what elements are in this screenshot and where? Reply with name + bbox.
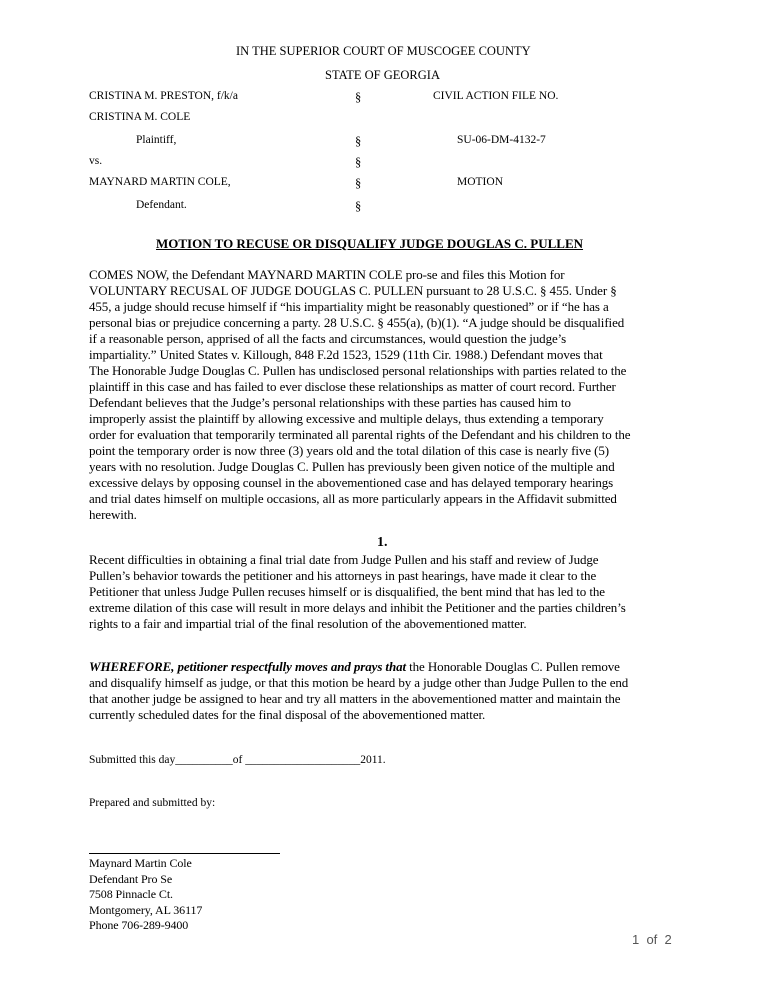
document-type: MOTION bbox=[457, 176, 503, 188]
plaintiff-role: Plaintiff, bbox=[136, 134, 177, 146]
court-heading: IN THE SUPERIOR COURT OF MUSCOGEE COUNTY bbox=[236, 44, 531, 58]
section-symbol: § bbox=[355, 155, 362, 169]
signature-block bbox=[89, 856, 202, 934]
intro-line: VOLUNTARY RECUSAL OF JUDGE DOUGLAS C. PULLEN pursuant to 28 U.S.C. § 455. Under § bbox=[89, 283, 617, 298]
wherefore-line: and disqualify himself as judge, or that this motion be heard by a judge other than Judge Pullen to the end bbox=[89, 675, 629, 690]
prepared-line: Prepared and submitted by: bbox=[89, 797, 216, 809]
signature-city: Montgomery, AL 36117 bbox=[89, 902, 203, 917]
motion-title: MOTION TO RECUSE OR DISQUALIFY JUDGE DOUGLAS C. PULLEN bbox=[156, 236, 584, 251]
intro-line: personal bias or prejudice concerning a party. 28 U.S.C. § 455(a), (b)(1). “A judge should be disqualified bbox=[89, 315, 625, 330]
intro-line: impartiality.” United States v. Killough, 848 F.2d 1523, 1529 (11th Cir. 1988.) Defendant moves that bbox=[89, 347, 603, 362]
wherefore-paragraph bbox=[89, 659, 628, 723]
defendant-name: MAYNARD MARTIN COLE, bbox=[89, 176, 231, 188]
section-symbol: § bbox=[355, 176, 362, 190]
intro-line: Defendant believes that the Judge’s personal relationships with these parties has caused him to bbox=[89, 395, 571, 410]
intro-line: if a reasonable person, apprised of all the facts and circumstances, would question the judge’s bbox=[89, 331, 567, 346]
plaintiff-name-line2: CRISTINA M. COLE bbox=[89, 111, 191, 123]
wherefore-lead: WHEREFORE, petitioner respectfully moves and prays that bbox=[89, 659, 406, 674]
civil-action-label: CIVIL ACTION FILE NO. bbox=[433, 90, 559, 102]
plaintiff-name-line1: CRISTINA M. PRESTON, f/k/a bbox=[89, 90, 238, 102]
case-number: SU-06-DM-4132-7 bbox=[457, 134, 546, 146]
section-1-line: extreme dilation of this case will result in more delays and inhibit the Petitioner and the parties children’s bbox=[89, 600, 626, 615]
intro-line: herewith. bbox=[89, 507, 137, 522]
section-1-line: Recent difficulties in obtaining a final trial date from Judge Pullen and his staff and review of Judge bbox=[89, 552, 599, 567]
wherefore-line: currently scheduled dates for the final disposal of the abovementioned matter. bbox=[89, 707, 486, 722]
section-symbol: § bbox=[355, 199, 362, 213]
wherefore-line: that another judge be assigned to hear and try all matters in the abovementioned matter and maintain the bbox=[89, 691, 621, 706]
submitted-line: Submitted this day__________of ____________________2011. bbox=[89, 754, 386, 766]
signature-title: Defendant Pro Se bbox=[89, 871, 173, 886]
signature-street: 7508 Pinnacle Ct. bbox=[89, 887, 173, 901]
section-symbol: § bbox=[355, 90, 362, 104]
intro-line: order for evaluation that temporarily terminated all parental rights of the Defendant and his children to the bbox=[89, 427, 631, 442]
section-symbol: § bbox=[355, 134, 362, 148]
page-indicator: 1 of 2 bbox=[632, 932, 672, 947]
intro-line: 455, a judge should recuse himself if “his impartiality might be reasonably questioned” or if “he has a bbox=[89, 299, 609, 314]
wherefore-line bbox=[89, 659, 628, 675]
intro-line: excessive delays by opposing counsel in the abovementioned case and has delayed temporary hearings bbox=[89, 475, 614, 490]
intro-line: plaintiff in this case and has failed to ever disclose these relationships as matter of court record. Further bbox=[89, 379, 616, 394]
section-1-line: Petitioner that unless Judge Pullen recuses himself or is disqualified, the bent mind that has led to the bbox=[89, 584, 605, 599]
section-1-line: Pullen’s behavior towards the petitioner and his attorneys in past hearings, have made it clear to the bbox=[89, 568, 597, 583]
intro-line: point the temporary order is now three (3) years old and the total dilation of this case is nearly five (5) bbox=[89, 443, 609, 458]
intro-line: The Honorable Judge Douglas C. Pullen has undisclosed personal relationships with parties related to the bbox=[89, 363, 627, 378]
section-1-paragraph bbox=[89, 552, 626, 632]
vs-label: vs. bbox=[89, 155, 103, 167]
section-number: 1. bbox=[377, 535, 388, 550]
intro-paragraph bbox=[89, 267, 630, 523]
signature-line bbox=[89, 853, 280, 854]
defendant-role: Defendant. bbox=[136, 199, 187, 211]
state-heading: STATE OF GEORGIA bbox=[325, 68, 440, 82]
signature-phone: Phone 706-289-9400 bbox=[89, 918, 189, 932]
intro-line: years with no resolution. Judge Douglas C. Pullen has previously been given notice of the multiple and bbox=[89, 459, 615, 474]
intro-line: COMES NOW, the Defendant MAYNARD MARTIN COLE pro-se and files this Motion for bbox=[89, 267, 565, 282]
intro-line: and trial dates himself on multiple occasions, all as more particularly appears in the Affidavit submitted bbox=[89, 491, 617, 506]
section-1-line: rights to a fair and impartial trial of the final resolution of the abovementioned matter. bbox=[89, 616, 527, 631]
wherefore-line1-rest: the Honorable Douglas C. Pullen remove bbox=[406, 659, 620, 674]
intro-line: improperly assist the plaintiff by allowing excessive and multiple delays, thus extending a temporary bbox=[89, 411, 604, 426]
signature-name: Maynard Martin Cole bbox=[89, 856, 192, 870]
